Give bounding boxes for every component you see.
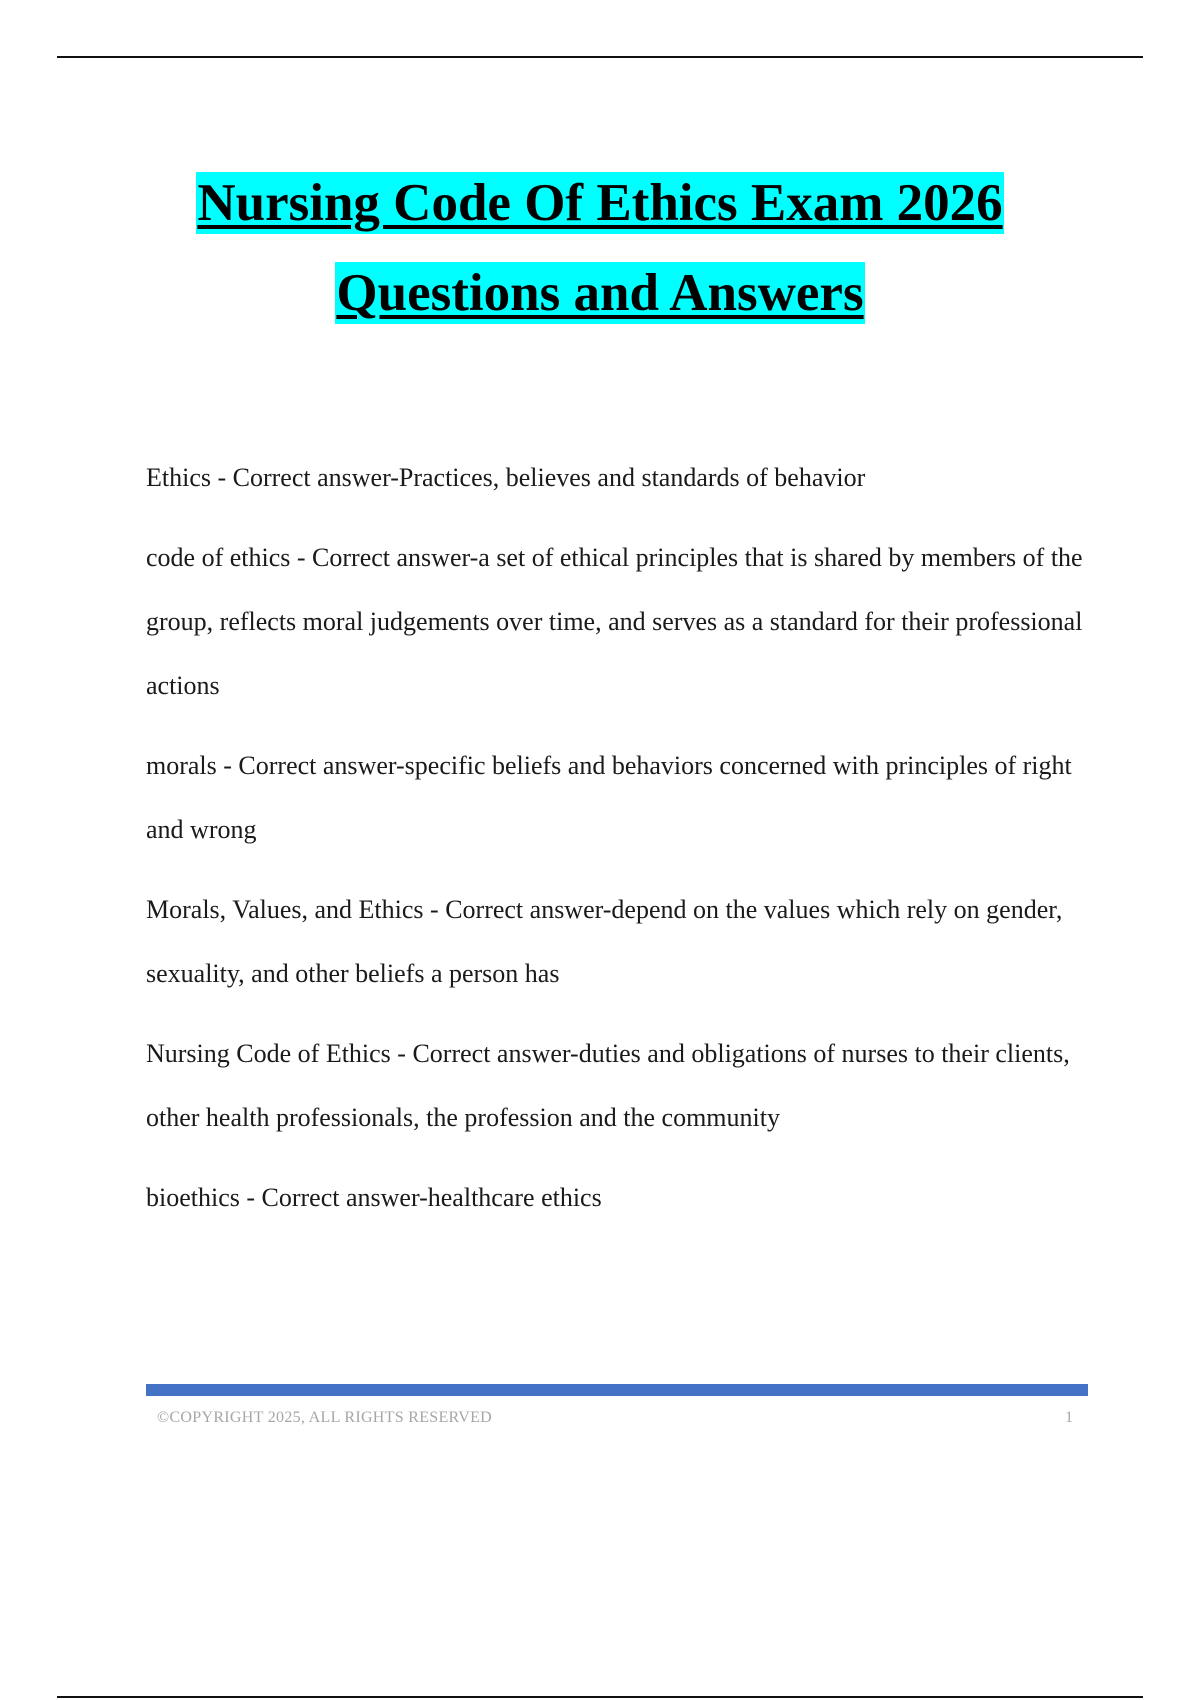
title-line-1: Nursing Code Of Ethics Exam 2026 (197, 174, 1003, 232)
qa-entry: Ethics - Correct answer-Practices, believes and standards of behavior (146, 463, 866, 492)
title-line-2: Questions and Answers (336, 264, 864, 322)
document-title (0, 172, 1200, 324)
qa-entry: code of ethics - Correct answer-a set of ethical principles that is shared by members of the group, reflects moral judgements over time, and serves as a standard for their professional actions (146, 543, 1083, 700)
qa-entry: morals - Correct answer-specific beliefs and behaviors concerned with principles of right and wrong (146, 751, 1072, 844)
footer-bar (146, 1384, 1088, 1396)
qa-entry: Morals, Values, and Ethics - Correct answer-depend on the values which rely on gender, sexuality, and other beliefs a person has (146, 895, 1063, 988)
page-number: 1 (1065, 1409, 1073, 1426)
copyright-notice: ©COPYRIGHT 2025, ALL RIGHTS RESERVED (157, 1409, 493, 1426)
qa-entry: bioethics - Correct answer-healthcare ethics (146, 1183, 602, 1212)
qa-entry: Nursing Code of Ethics - Correct answer-duties and obligations of nurses to their clients, other health professionals, the profession and the community (146, 1039, 1070, 1132)
page-top-rule (57, 56, 1143, 58)
page-bottom-rule (57, 1696, 1143, 1698)
qa-list (146, 446, 1096, 1246)
